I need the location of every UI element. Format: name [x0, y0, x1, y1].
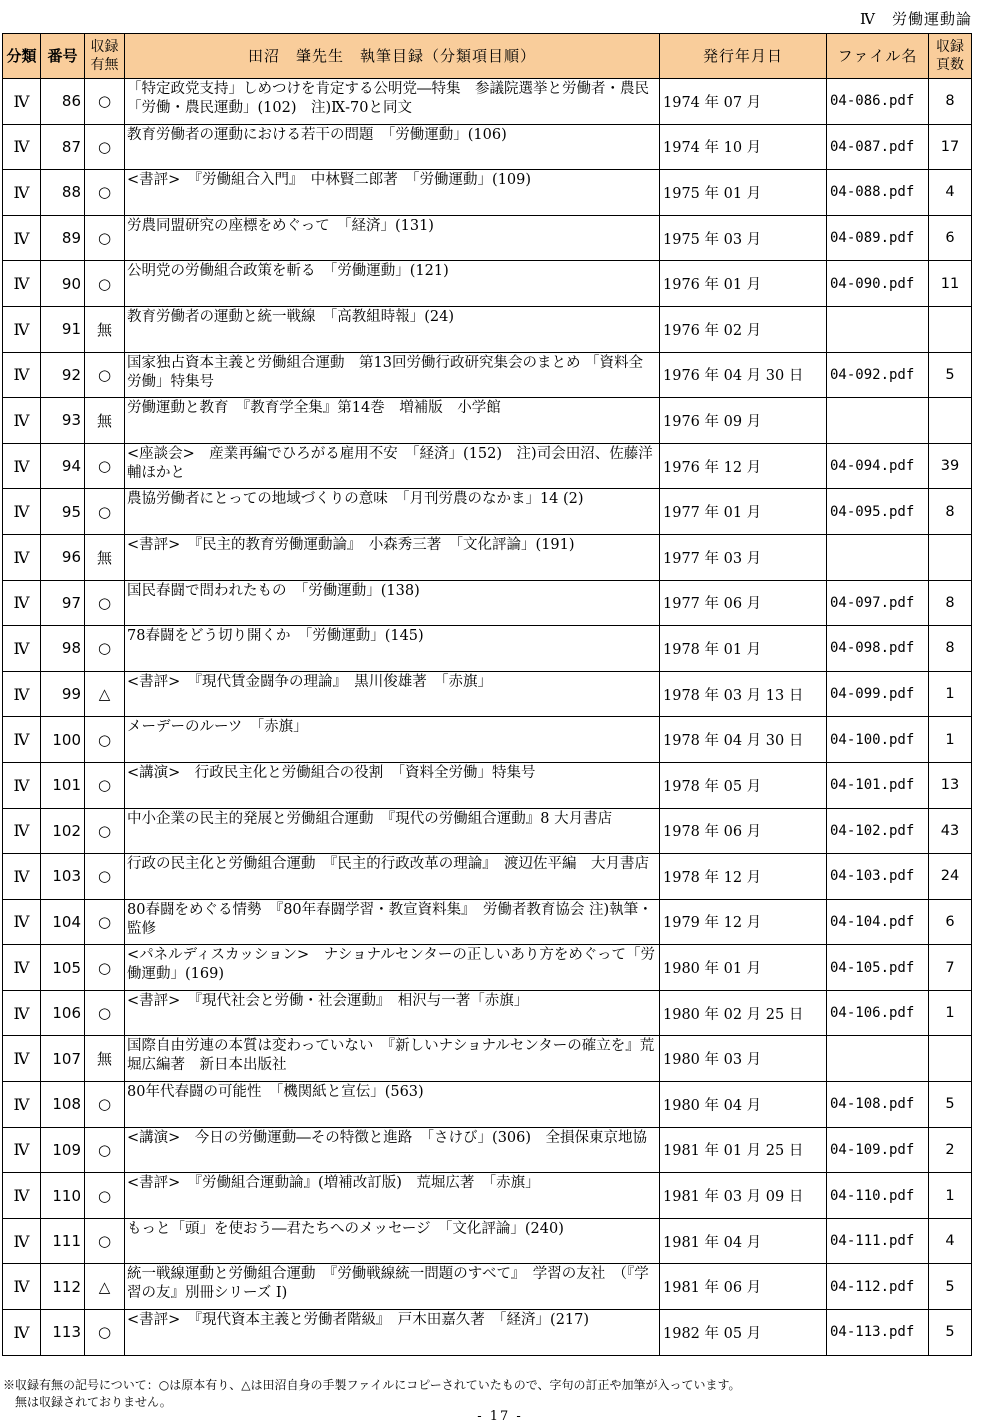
table-row [3, 626, 972, 672]
number-cell: 113 [41, 1310, 85, 1356]
table-row [3, 1264, 972, 1310]
pages-cell [929, 306, 972, 352]
table-row [3, 1036, 972, 1082]
category-cell: Ⅳ [3, 215, 41, 261]
pages-cell: 5 [929, 1310, 972, 1356]
number-cell: 90 [41, 261, 85, 307]
table-row [3, 170, 972, 216]
date-cell: 1976 年 09 月 [660, 398, 827, 444]
pages-cell: 6 [929, 899, 972, 945]
file-name-cell [827, 306, 929, 352]
number-cell: 106 [41, 990, 85, 1036]
category-cell: Ⅳ [3, 443, 41, 489]
table-row [3, 306, 972, 352]
number-cell: 101 [41, 762, 85, 808]
file-name-cell: 04-094.pdf [827, 443, 929, 489]
category-cell: Ⅳ [3, 580, 41, 626]
table-row [3, 808, 972, 854]
number-cell: 89 [41, 215, 85, 261]
recorded-mark-cell: ○ [85, 170, 125, 216]
file-name-cell: 04-087.pdf [827, 124, 929, 170]
title-cell: 教育労働者の運動と統一戦線 「高教組時報」(24) [125, 306, 660, 352]
category-cell: Ⅳ [3, 398, 41, 444]
pages-cell: 24 [929, 854, 972, 900]
category-cell: Ⅳ [3, 1218, 41, 1264]
date-cell: 1979 年 12 月 [660, 899, 827, 945]
header-pages: 収録頁数 [929, 34, 972, 79]
title-cell: 行政の民主化と労働組合運動 『民主的行政改革の理論』 渡辺佐平編 大月書店 [125, 854, 660, 900]
file-name-cell: 04-095.pdf [827, 489, 929, 535]
table-row [3, 352, 972, 398]
number-cell: 102 [41, 808, 85, 854]
title-cell: 78春闘をどう切り開くか 「労働運動」(145) [125, 626, 660, 672]
file-name-cell: 04-099.pdf [827, 671, 929, 717]
date-cell: 1977 年 06 月 [660, 580, 827, 626]
section-label: Ⅳ 労働運動論 [860, 10, 972, 28]
file-name-cell: 04-108.pdf [827, 1082, 929, 1128]
number-cell: 110 [41, 1173, 85, 1219]
recorded-mark-cell: ○ [85, 352, 125, 398]
header-file: ファイル名 [827, 34, 929, 79]
title-cell: 教育労働者の運動における若干の問題 「労働運動」(106) [125, 124, 660, 170]
category-cell: Ⅳ [3, 808, 41, 854]
table-row [3, 534, 972, 580]
file-name-cell [827, 1036, 929, 1082]
recorded-mark-cell: 無 [85, 534, 125, 580]
number-cell: 107 [41, 1036, 85, 1082]
category-cell: Ⅳ [3, 854, 41, 900]
recorded-mark-cell: ○ [85, 945, 125, 991]
title-cell: <書評> 『現代賃金闘争の理論』 黒川俊雄著 「赤旗」 [125, 671, 660, 717]
title-cell: <パネルディスカッション> ナショナルセンターの正しいあり方をめぐって「労働運動」(169) [125, 945, 660, 991]
category-cell: Ⅳ [3, 261, 41, 307]
recorded-mark-cell: ○ [85, 717, 125, 763]
title-cell: もっと「頭」を使おう―君たちへのメッセージ 「文化評論」(240) [125, 1218, 660, 1264]
recorded-mark-cell: ○ [85, 261, 125, 307]
number-cell: 94 [41, 443, 85, 489]
footnote-line-1: ※収録有無の記号について：○は原本有り、△は田沼自身の手製ファイルにコピーされていたもので、字句の訂正や加筆が入っています。 [3, 1378, 741, 1392]
number-cell: 100 [41, 717, 85, 763]
date-cell: 1976 年 01 月 [660, 261, 827, 307]
pages-cell: 4 [929, 170, 972, 216]
file-name-cell: 04-103.pdf [827, 854, 929, 900]
pages-cell [929, 534, 972, 580]
title-cell: 80春闘をめぐる情勢 『80年春闘学習・教宣資料集』 労働者教育協会 注)執筆・監修 [125, 899, 660, 945]
table-row [3, 124, 972, 170]
pages-cell [929, 1036, 972, 1082]
category-cell: Ⅳ [3, 899, 41, 945]
table-row [3, 398, 972, 444]
number-cell: 91 [41, 306, 85, 352]
title-cell: 統一戦線運動と労働組合運動 『労働戦線統一問題のすべて』 学習の友社 （『学習の友』別冊シリーズ Ⅰ) [125, 1264, 660, 1310]
category-cell: Ⅳ [3, 1082, 41, 1128]
date-cell: 1978 年 05 月 [660, 762, 827, 808]
category-cell: Ⅳ [3, 1127, 41, 1173]
recorded-mark-cell: ○ [85, 215, 125, 261]
category-cell: Ⅳ [3, 626, 41, 672]
pages-cell: 5 [929, 1082, 972, 1128]
category-cell: Ⅳ [3, 306, 41, 352]
number-cell: 96 [41, 534, 85, 580]
pages-cell: 5 [929, 1264, 972, 1310]
date-cell: 1981 年 06 月 [660, 1264, 827, 1310]
date-cell: 1981 年 01 月 25 日 [660, 1127, 827, 1173]
pages-cell: 1 [929, 717, 972, 763]
recorded-mark-cell: △ [85, 671, 125, 717]
pages-cell: 8 [929, 79, 972, 125]
file-name-cell: 04-092.pdf [827, 352, 929, 398]
title-cell: <書評> 『労働組合運動論』(増補改訂版) 荒堀広著 「赤旗」 [125, 1173, 660, 1219]
table-row [3, 671, 972, 717]
number-cell: 105 [41, 945, 85, 991]
category-cell: Ⅳ [3, 1036, 41, 1082]
recorded-mark-cell: △ [85, 1264, 125, 1310]
recorded-mark-cell: ○ [85, 79, 125, 125]
recorded-mark-cell: ○ [85, 762, 125, 808]
date-cell: 1981 年 03 月 09 日 [660, 1173, 827, 1219]
table-row [3, 215, 972, 261]
table-row [3, 762, 972, 808]
recorded-mark-cell: ○ [85, 1218, 125, 1264]
category-cell: Ⅳ [3, 990, 41, 1036]
title-cell: <書評> 『現代社会と労働・社会運動』 相沢与一著「赤旗」 [125, 990, 660, 1036]
date-cell: 1974 年 07 月 [660, 79, 827, 125]
number-cell: 87 [41, 124, 85, 170]
date-cell: 1978 年 01 月 [660, 626, 827, 672]
header-category: 分類 [3, 34, 41, 79]
file-name-cell: 04-101.pdf [827, 762, 929, 808]
number-cell: 104 [41, 899, 85, 945]
date-cell: 1982 年 05 月 [660, 1310, 827, 1356]
table-body [3, 79, 972, 1356]
table-row [3, 1127, 972, 1173]
category-cell: Ⅳ [3, 945, 41, 991]
number-cell: 97 [41, 580, 85, 626]
file-name-cell: 04-110.pdf [827, 1173, 929, 1219]
title-cell: 労農同盟研究の座標をめぐって 「経済」(131) [125, 215, 660, 261]
recorded-mark-cell: ○ [85, 489, 125, 535]
file-name-cell: 04-105.pdf [827, 945, 929, 991]
file-name-cell: 04-109.pdf [827, 1127, 929, 1173]
table-row [3, 580, 972, 626]
footnote [3, 1377, 741, 1411]
file-name-cell: 04-088.pdf [827, 170, 929, 216]
category-cell: Ⅳ [3, 489, 41, 535]
recorded-mark-cell: ○ [85, 443, 125, 489]
pages-cell: 2 [929, 1127, 972, 1173]
recorded-mark-cell: 無 [85, 1036, 125, 1082]
file-name-cell: 04-104.pdf [827, 899, 929, 945]
table-row [3, 443, 972, 489]
file-name-cell: 04-098.pdf [827, 626, 929, 672]
category-cell: Ⅳ [3, 762, 41, 808]
file-name-cell: 04-100.pdf [827, 717, 929, 763]
pages-cell: 5 [929, 352, 972, 398]
category-cell: Ⅳ [3, 717, 41, 763]
recorded-mark-cell: ○ [85, 1082, 125, 1128]
number-cell: 99 [41, 671, 85, 717]
category-cell: Ⅳ [3, 671, 41, 717]
pages-cell: 4 [929, 1218, 972, 1264]
date-cell: 1974 年 10 月 [660, 124, 827, 170]
date-cell: 1977 年 01 月 [660, 489, 827, 535]
number-cell: 86 [41, 79, 85, 125]
number-cell: 95 [41, 489, 85, 535]
pages-cell: 17 [929, 124, 972, 170]
title-cell: 労働運動と教育 『教育学全集』第14巻 増補版 小学館 [125, 398, 660, 444]
file-name-cell: 04-106.pdf [827, 990, 929, 1036]
pages-cell: 43 [929, 808, 972, 854]
title-cell: <書評> 『民主的教育労働運動論』 小森秀三著 「文化評論」(191) [125, 534, 660, 580]
recorded-mark-cell: ○ [85, 1173, 125, 1219]
title-cell: 国家独占資本主義と労働組合運動 第13回労働行政研究集会のまとめ 「資料全労働」特集号 [125, 352, 660, 398]
page-number: - 17 - [477, 1409, 523, 1424]
category-cell: Ⅳ [3, 79, 41, 125]
recorded-mark-cell: ○ [85, 626, 125, 672]
date-cell: 1975 年 01 月 [660, 170, 827, 216]
title-cell: 農協労働者にとっての地域づくりの意味 「月刊労農のなかま」14 (2) [125, 489, 660, 535]
header-number: 番号 [41, 34, 85, 79]
date-cell: 1978 年 03 月 13 日 [660, 671, 827, 717]
footnote-line-2: 無は収録されておりません。 [3, 1395, 172, 1409]
file-name-cell: 04-112.pdf [827, 1264, 929, 1310]
date-cell: 1976 年 12 月 [660, 443, 827, 489]
number-cell: 109 [41, 1127, 85, 1173]
number-cell: 93 [41, 398, 85, 444]
pages-cell [929, 398, 972, 444]
file-name-cell: 04-097.pdf [827, 580, 929, 626]
title-cell: 中小企業の民主的発展と労働組合運動 『現代の労働組合運動』8 大月書店 [125, 808, 660, 854]
date-cell: 1976 年 02 月 [660, 306, 827, 352]
file-name-cell [827, 398, 929, 444]
table-row [3, 79, 972, 125]
recorded-mark-cell: ○ [85, 990, 125, 1036]
title-cell: <座談会> 産業再編でひろがる雇用不安 「経済」(152) 注)司会田沼、佐藤洋輔ほかと [125, 443, 660, 489]
number-cell: 112 [41, 1264, 85, 1310]
date-cell: 1978 年 06 月 [660, 808, 827, 854]
number-cell: 103 [41, 854, 85, 900]
number-cell: 111 [41, 1218, 85, 1264]
category-cell: Ⅳ [3, 124, 41, 170]
title-cell: 公明党の労働組合政策を斬る 「労働運動」(121) [125, 261, 660, 307]
file-name-cell: 04-102.pdf [827, 808, 929, 854]
pages-cell: 1 [929, 671, 972, 717]
pages-cell: 11 [929, 261, 972, 307]
file-name-cell: 04-111.pdf [827, 1218, 929, 1264]
table-row [3, 1173, 972, 1219]
date-cell: 1978 年 04 月 30 日 [660, 717, 827, 763]
date-cell: 1978 年 12 月 [660, 854, 827, 900]
date-cell: 1980 年 01 月 [660, 945, 827, 991]
recorded-mark-cell: ○ [85, 124, 125, 170]
header-recorded: 収録有無 [85, 34, 125, 79]
file-name-cell: 04-089.pdf [827, 215, 929, 261]
recorded-mark-cell: 無 [85, 398, 125, 444]
date-cell: 1981 年 04 月 [660, 1218, 827, 1264]
file-name-cell: 04-086.pdf [827, 79, 929, 125]
title-cell: <書評> 『現代資本主義と労働者階級』 戸木田嘉久著 「経済」(217) [125, 1310, 660, 1356]
recorded-mark-cell: ○ [85, 1310, 125, 1356]
category-cell: Ⅳ [3, 352, 41, 398]
category-cell: Ⅳ [3, 170, 41, 216]
date-cell: 1980 年 02 月 25 日 [660, 990, 827, 1036]
file-name-cell [827, 534, 929, 580]
table-row [3, 899, 972, 945]
catalog-table [2, 33, 972, 1356]
table-row [3, 990, 972, 1036]
category-cell: Ⅳ [3, 1264, 41, 1310]
number-cell: 88 [41, 170, 85, 216]
pages-cell: 8 [929, 489, 972, 535]
table-row [3, 854, 972, 900]
pages-cell: 13 [929, 762, 972, 808]
header-row [3, 34, 972, 79]
table-row [3, 1082, 972, 1128]
title-cell: 80年代春闘の可能性 「機関紙と宣伝」(563) [125, 1082, 660, 1128]
category-cell: Ⅳ [3, 1173, 41, 1219]
title-cell: 国際自由労連の本質は変わっていない 『新しいナショナルセンターの確立を』荒堀広編著 新日本出版社 [125, 1036, 660, 1082]
recorded-mark-cell: ○ [85, 808, 125, 854]
recorded-mark-cell: ○ [85, 1127, 125, 1173]
title-cell: <講演> 行政民主化と労働組合の役割 「資料全労働」特集号 [125, 762, 660, 808]
table-row [3, 1310, 972, 1356]
title-cell: <講演> 今日の労働運動―その特徴と進路 「さけび」(306) 全損保東京地協 [125, 1127, 660, 1173]
number-cell: 108 [41, 1082, 85, 1128]
category-cell: Ⅳ [3, 534, 41, 580]
table-row [3, 1218, 972, 1264]
date-cell: 1980 年 04 月 [660, 1082, 827, 1128]
date-cell: 1977 年 03 月 [660, 534, 827, 580]
recorded-mark-cell: 無 [85, 306, 125, 352]
recorded-mark-cell: ○ [85, 854, 125, 900]
pages-cell: 8 [929, 580, 972, 626]
pages-cell: 8 [929, 626, 972, 672]
category-cell: Ⅳ [3, 1310, 41, 1356]
table-row [3, 261, 972, 307]
file-name-cell: 04-113.pdf [827, 1310, 929, 1356]
pages-cell: 1 [929, 1173, 972, 1219]
number-cell: 92 [41, 352, 85, 398]
date-cell: 1980 年 03 月 [660, 1036, 827, 1082]
date-cell: 1975 年 03 月 [660, 215, 827, 261]
title-cell: <書評> 『労働組合入門』 中林賢二郎著 「労働運動」(109) [125, 170, 660, 216]
pages-cell: 7 [929, 945, 972, 991]
table-row [3, 717, 972, 763]
title-cell: 「特定政党支持」しめつけを肯定する公明党―特集 参議院選挙と労働者・農民「労働・農民運動」(102) 注)Ⅸ-70と同文 [125, 79, 660, 125]
recorded-mark-cell: ○ [85, 580, 125, 626]
pages-cell: 6 [929, 215, 972, 261]
date-cell: 1976 年 04 月 30 日 [660, 352, 827, 398]
title-cell: メーデーのルーツ 「赤旗」 [125, 717, 660, 763]
table-row [3, 945, 972, 991]
table-row [3, 489, 972, 535]
pages-cell: 39 [929, 443, 972, 489]
number-cell: 98 [41, 626, 85, 672]
pages-cell: 1 [929, 990, 972, 1036]
header-date: 発行年月日 [660, 34, 827, 79]
file-name-cell: 04-090.pdf [827, 261, 929, 307]
recorded-mark-cell: ○ [85, 899, 125, 945]
title-cell: 国民春闘で問われたもの 「労働運動」(138) [125, 580, 660, 626]
header-title: 田沼 肇先生 執筆目録（分類項目順） [125, 34, 660, 79]
